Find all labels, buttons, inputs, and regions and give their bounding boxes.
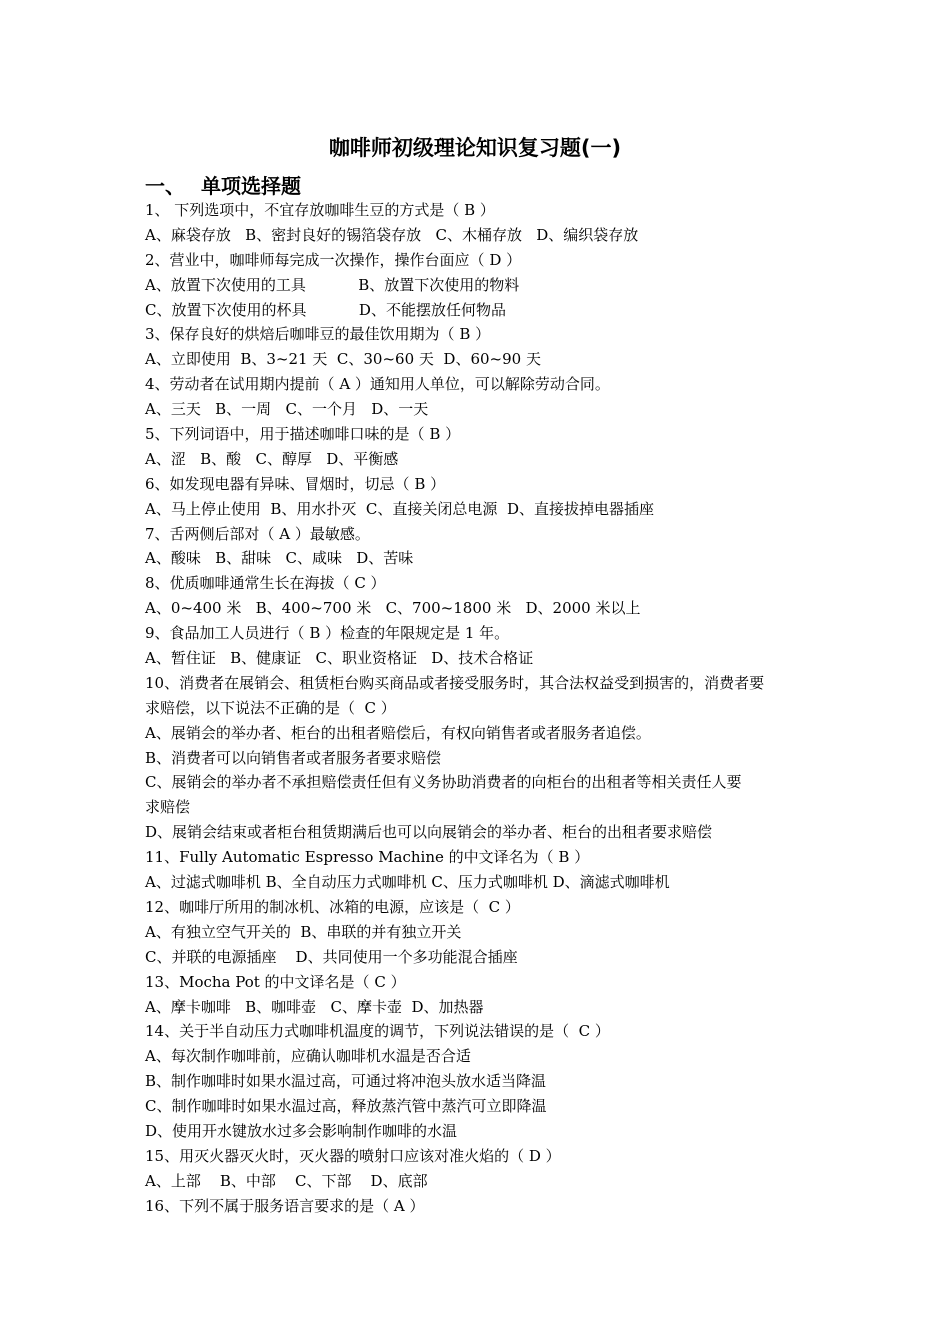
question-list bbox=[145, 198, 815, 1219]
text-line: 4、劳动者在试用期内提前（ A ）通知用人单位，可以解除劳动合同。 bbox=[145, 375, 610, 394]
text-line: D、使用开水键放水过多会影响制作咖啡的水温 bbox=[145, 1121, 458, 1140]
text-line: 15、用灭火器灭火时，灭火器的喷射口应该对准火焰的（ D ） bbox=[145, 1146, 561, 1165]
section-number: 一、 bbox=[145, 174, 185, 198]
text-line: A、有独立空气开关的 B、串联的并有独立开关 bbox=[145, 922, 462, 941]
text-line: 3、保存良好的烘焙后咖啡豆的最佳饮用期为（ B ） bbox=[145, 325, 491, 344]
text-line: A、酸味 B、甜味 C、咸味 D、苦味 bbox=[145, 549, 414, 568]
text-line: C、并联的电源插座 D、共同使用一个多功能混合插座 bbox=[145, 947, 518, 966]
text-line: 7、舌两侧后部对（ A ）最敏感。 bbox=[145, 524, 370, 543]
text-line: A、暂住证 B、健康证 C、职业资格证 D、技术合格证 bbox=[145, 649, 534, 668]
text-line: A、0~400 米 B、400~700 米 C、700~1800 米 D、2000 米以上 bbox=[145, 599, 641, 618]
text-line: A、摩卡咖啡 B、咖啡壶 C、摩卡壶 D、加热器 bbox=[145, 997, 484, 1016]
text-line: 6、如发现电器有异味、冒烟时，切忌（ B ） bbox=[145, 474, 446, 493]
text-line: A、上部 B、中部 C、下部 D、底部 bbox=[145, 1171, 428, 1190]
section-title: 单项选择题 bbox=[201, 174, 301, 198]
text-line: 9、食品加工人员进行（ B ）检查的年限规定是 1 年。 bbox=[145, 624, 510, 643]
text-line: 11、Fully Automatic Espresso Machine 的中文译名为（ B ） bbox=[145, 848, 590, 867]
text-line: C、放置下次使用的杯具 D、不能摆放任何物品 bbox=[145, 300, 506, 319]
text-line: 2、营业中，咖啡师每完成一次操作，操作台面应（ D ） bbox=[145, 250, 522, 269]
document-title: 咖啡师初级理论知识复习题(一) bbox=[328, 136, 622, 160]
text-line: D、展销会结束或者柜台租赁期满后也可以向展销会的举办者、柜台的出租者要求赔偿 bbox=[145, 823, 713, 842]
text-line: 10、消费者在展销会、租赁柜台购买商品或者接受服务时，其合法权益受到损害的，消费者要 bbox=[145, 673, 765, 692]
text-line: 13、Mocha Pot 的中文译名是（ C ） bbox=[145, 972, 406, 991]
text-line: A、立即使用 B、3~21 天 C、30~60 天 D、60~90 天 bbox=[145, 350, 541, 369]
text-line: A、放置下次使用的工具 B、放置下次使用的物料 bbox=[145, 275, 520, 294]
text-line: C、制作咖啡时如果水温过高，释放蒸汽管中蒸汽可立即降温 bbox=[145, 1097, 547, 1116]
text-line: 求赔偿，以下说法不正确的是（ C ） bbox=[145, 698, 396, 717]
text-line: A、马上停止使用 B、用水扑灭 C、直接关闭总电源 D、直接拔掉电器插座 bbox=[145, 499, 654, 518]
text-line: A、过滤式咖啡机 B、全自动压力式咖啡机 C、压力式咖啡机 D、滴滤式咖啡机 bbox=[145, 873, 670, 892]
text-line: B、消费者可以向销售者或者服务者要求赔偿 bbox=[145, 748, 442, 767]
section-heading bbox=[145, 171, 301, 201]
text-line: 求赔偿 bbox=[145, 798, 191, 817]
text-line: 1、 下列选项中，不宜存放咖啡生豆的方式是（ B ） bbox=[145, 201, 495, 219]
text-line: A、麻袋存放 B、密封良好的锡箔袋存放 C、木桶存放 D、编织袋存放 bbox=[145, 225, 639, 244]
text-line: A、三天 B、一周 C、一个月 D、一天 bbox=[145, 400, 429, 419]
text-line: B、制作咖啡时如果水温过高，可通过将冲泡头放水适当降温 bbox=[145, 1072, 547, 1091]
text-line: A、每次制作咖啡前，应确认咖啡机水温是否合适 bbox=[145, 1047, 471, 1066]
text-line: A、展销会的举办者、柜台的出租者赔偿后，有权向销售者或者服务者追偿。 bbox=[145, 723, 651, 742]
text-line: 16、下列不属于服务语言要求的是（ A ） bbox=[145, 1196, 425, 1215]
text-line: 5、下列词语中，用于描述咖啡口味的是（ B ） bbox=[145, 425, 461, 444]
text-line: C、展销会的举办者不承担赔偿责任但有义务协助消费者的向柜台的出租者等相关责任人要 bbox=[145, 773, 742, 792]
text-line: 14、关于半自动压力式咖啡机温度的调节，下列说法错误的是（ C ） bbox=[145, 1022, 610, 1041]
text-line: 8、优质咖啡通常生长在海拔（ C ） bbox=[145, 574, 386, 593]
text-line: 12、咖啡厅所用的制冰机、冰箱的电源，应该是（ C ） bbox=[145, 897, 520, 916]
text-line: A、涩 B、酸 C、醇厚 D、平衡感 bbox=[145, 449, 399, 468]
